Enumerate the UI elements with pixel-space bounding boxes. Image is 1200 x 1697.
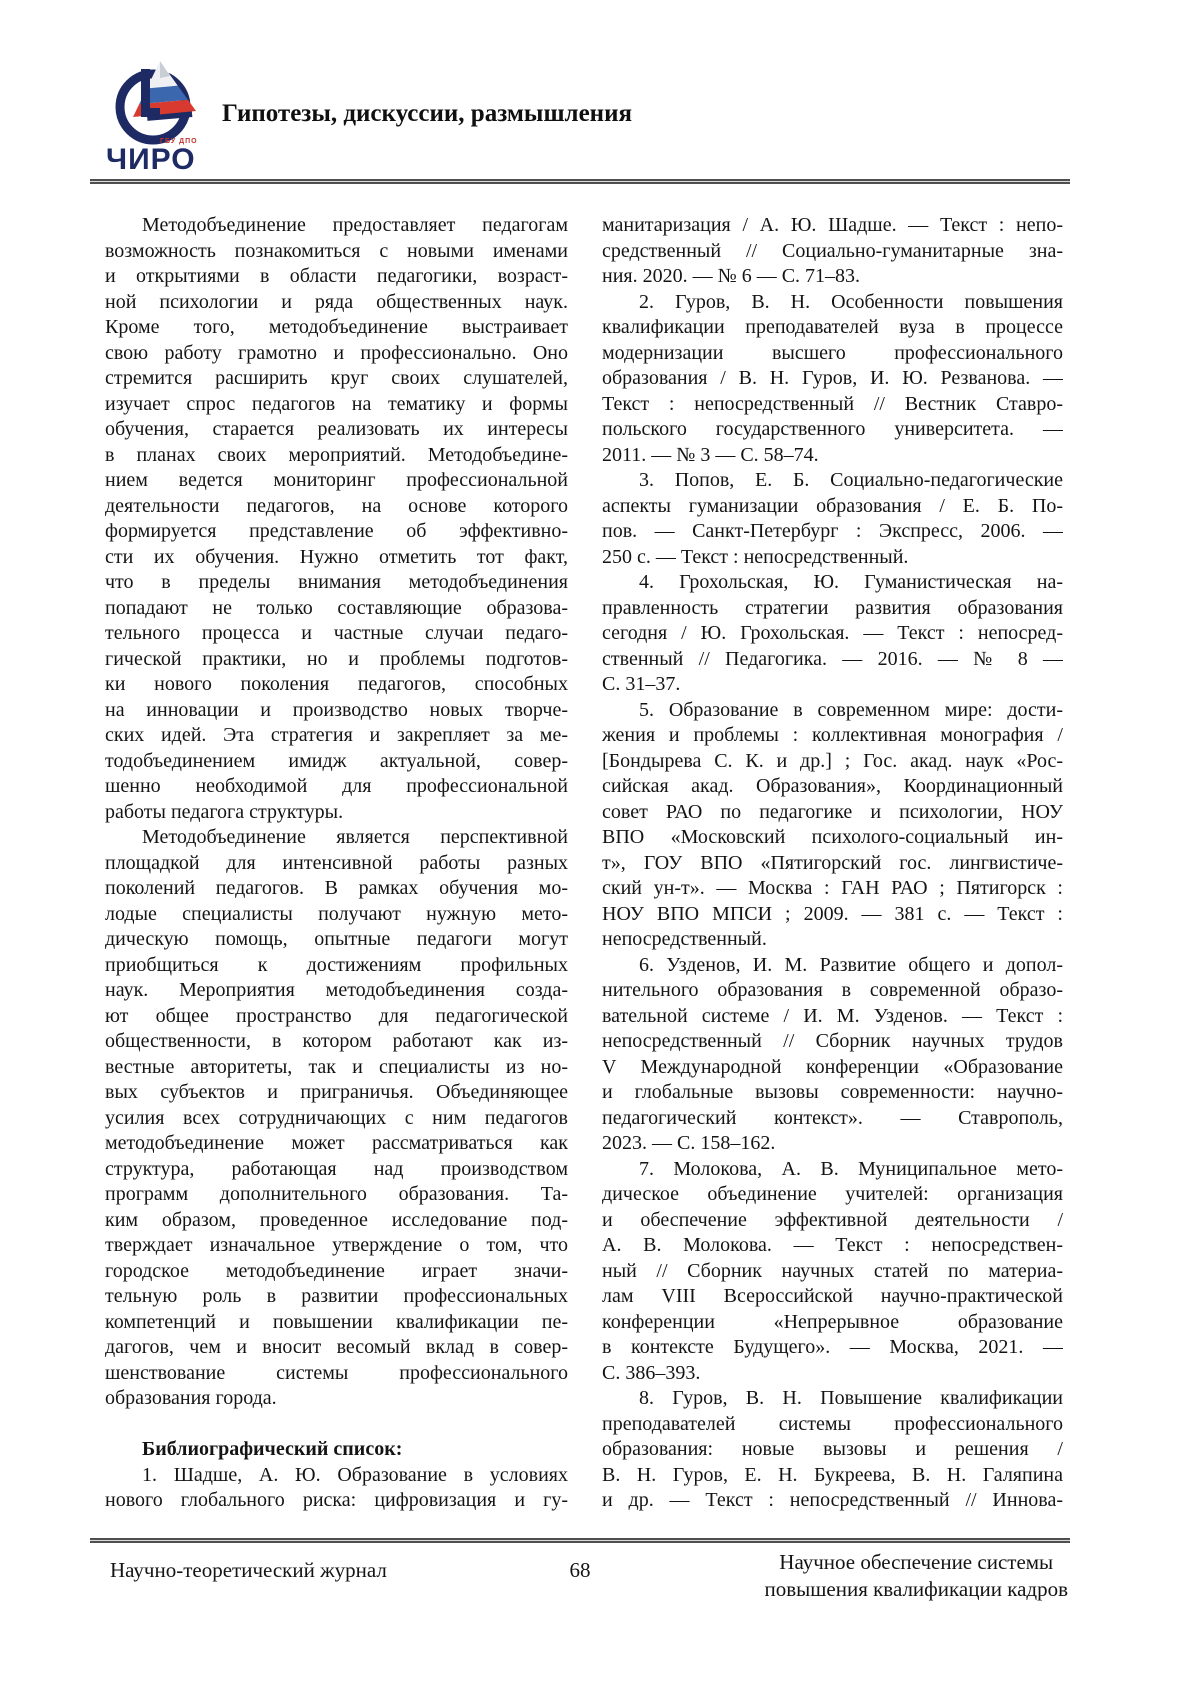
text-line: и глобальные вызовы современности: научно- [602,1081,1063,1103]
text-line: стремится расширить круг своих слушателей, [105,367,568,389]
text-line: площадкой для интенсивной работы разных [105,851,568,874]
text-line: вестные авторитеты, так и специалисты из но- [105,1055,568,1078]
text-line: 5. Образование в современном мире: дости- [639,698,1063,721]
text-line: вательной системе / И. М. Узденов. — Текст : [602,1004,1063,1027]
text-line: пов. — Санкт-Петербург : Экспресс, 2006. — [602,520,1063,542]
footer-journal-type: Научно-теоретический журнал [110,1558,387,1582]
text-line: ВПО «Московский психолого-социальный ин- [602,826,1063,848]
text-line: в планах своих мероприятий. Методобъедине- [105,443,568,466]
paragraph [602,1386,1063,1514]
text-line: и обеспечение эффективной деятельности / [602,1208,1063,1231]
text-line: ский ун-т». — Москва : ГАН РАО ; Пятигорск : [602,877,1063,899]
text-line: образования: новые вызовы и решения / [602,1438,1063,1460]
text-line: В. Н. Гуров, Е. Н. Букреева, В. Н. Галяпина [602,1463,1063,1486]
text-line: свою работу грамотно и профессионально. Оно [105,341,568,364]
text-line: ки нового поколения педагогов, способных [105,673,568,695]
text-line: 2023. — С. 158–162. [602,1132,776,1154]
text-line: 3. Попов, Е. Б. Социально-педагогические [639,469,1063,491]
text-line: непосредственный. [602,928,767,950]
text-line: 4. Грохольская, Ю. Гуманистическая на- [639,571,1063,593]
text-line: Текст : непосредственный // Вестник Ставро- [602,392,1063,415]
text-line: шенствование системы профессионального [105,1361,568,1384]
text-line: Методобъединение является перспективной [142,826,568,848]
page-number: 68 [569,1558,591,1582]
text-line: возможность познакомиться с новыми именами [105,239,568,262]
paragraph [602,698,1063,953]
text-line: А. В. Молокова. — Текст : непосредствен- [602,1234,1063,1256]
bibliography-heading [105,1437,568,1463]
text-column-left [105,213,568,1514]
text-line: программ дополнительного образования. Та- [105,1183,568,1205]
text-line: средственный // Социально-гуманитарные зна- [602,239,1063,262]
footer-journal-title-line1: Научное обеспечение системы [779,1550,1054,1574]
text-line: деятельности педагогов, на основе которого [105,494,568,517]
text-line: сийская акад. Образования», Координационный [602,775,1063,797]
paragraph [105,825,568,1412]
text-line: вых субъектов и приграничья. Объединяющее [105,1081,568,1103]
text-line: нительного образования в современной образо- [602,979,1063,1001]
text-line: ной психологии и ряда общественных наук. [105,290,568,313]
text-line: аспекты гуманизации образования / Е. Б. По- [602,494,1063,517]
footer-divider [90,1538,1070,1543]
footer-journal-title-line2: повышения квалификации кадров [764,1577,1068,1601]
text-line: образования города. [105,1387,277,1409]
logo-org-type-label: ГБУ ДПО [160,138,198,145]
header-divider [90,179,1070,184]
organization-logo [103,53,215,178]
paragraph [602,213,1063,290]
logo-acronym: ЧИРО [106,143,196,176]
text-line: совет РАО по педагогике и психологии, НОУ [602,800,1063,823]
paragraph [602,1157,1063,1387]
text-line: структура, работающая над производством [105,1157,568,1180]
paragraph [602,953,1063,1157]
text-line: лам VIII Всероссийской научно-практической [602,1285,1063,1307]
text-line: 7. Молокова, А. В. Муниципальное мето- [639,1157,1063,1180]
text-line: тельного процесса и частные случаи педаго- [105,622,568,644]
text-line: ских идей. Эта стратегия и закрепляет за ме- [105,724,568,746]
text-line: в контексте Будущего». — Москва, 2021. — [602,1336,1063,1358]
text-line: на инновации и производство новых творче- [105,698,568,721]
text-line: правленность стратегии развития образования [602,596,1063,619]
text-line: и др. — Текст : непосредственный // Иннова- [602,1489,1063,1511]
text-line: 1. Шадше, А. Ю. Образование в условиях [142,1463,568,1486]
text-line: V Международной конференции «Образование [602,1055,1063,1078]
text-line: 2. Гуров, В. Н. Особенности повышения [639,290,1063,313]
text-line: Кроме того, методобъединение выстраивает [105,316,568,338]
text-line: сти их обучения. Нужно отметить тот факт, [105,545,568,568]
text-line: нием ведется мониторинг профессиональной [105,469,568,491]
text-line: городское методобъединение играет значи- [105,1259,568,1282]
text-line: 2011. — № 3 — С. 58–74. [602,443,819,466]
text-line: образования / В. Н. Гуров, И. Ю. Резванова. — [602,367,1063,389]
text-line: модернизации высшего профессионального [602,341,1063,364]
text-line: квалификации преподавателей вуза в процессе [602,316,1063,338]
paragraph [105,1463,568,1514]
text-line: работы педагога структуры. [105,800,344,823]
text-line: польского государственного университета. — [602,418,1063,440]
text-line: непосредственный // Сборник научных трудов [602,1030,1063,1052]
paragraph [602,570,1063,698]
text-line: С. 386–393. [602,1361,701,1384]
text-line: попадают не только составляющие образова- [105,596,568,619]
text-line: НОУ ВПО МПСИ ; 2009. — 381 с. — Текст : [602,902,1063,925]
text-line: изучает спрос педагогов на тематику и формы [105,392,568,415]
paragraph [602,468,1063,570]
text-line: лодые специалисты получают нужную мето- [105,902,568,925]
text-line: что в пределы внимания методобъединения [105,571,568,593]
text-line: общественности, в котором работают как из- [105,1030,568,1052]
text-line: поколений педагогов. В рамках обучения мо- [105,877,568,899]
text-line: дическое объединение учителей: организация [602,1183,1063,1205]
text-line: С. 31–37. [602,673,681,695]
text-line: нового глобального риска: цифровизация и гу- [105,1489,568,1511]
text-line: 6. Узденов, И. М. Развитие общего и допол- [639,953,1063,976]
text-line: дагогов, чем и вносит весомый вклад в совер- [105,1336,568,1358]
text-line: ким образом, проведенное исследование под- [105,1208,568,1231]
text-column-right [602,213,1063,1514]
text-line: усилия всех сотрудничающих с ним педагогов [105,1106,568,1129]
text-line: гической практики, но и проблемы подготов- [105,647,568,670]
text-line: Методобъединение предоставляет педагогам [142,214,568,236]
text-line: дическую помощь, опытные педагоги могут [105,928,568,950]
paragraph [105,213,568,825]
text-line: шенно необходимой для профессиональной [105,775,568,797]
text-line: педагогический контекст». — Ставрополь, [602,1106,1063,1129]
text-line: наук. Мероприятия методобъединения созда- [105,979,568,1001]
text-line: компетенций и повышении квалификации пе- [105,1310,568,1333]
section-title: Гипотезы, дискуссии, размышления [222,100,633,127]
text-line: методобъединение может рассматриваться как [105,1132,568,1154]
text-line: тельную роль в развитии профессиональных [105,1285,568,1307]
text-line: приобщиться к достижениям профильных [105,953,568,976]
text-line: и открытиями в области педагогики, возраст- [105,265,568,287]
text-line: ют общее пространство для педагогической [105,1004,568,1027]
text-line: обучения, старается реализовать их интересы [105,418,568,440]
text-line: [Бондырева С. К. и др.] ; Гос. акад. наук «Рос- [602,749,1063,772]
text-line: 8. Гуров, В. Н. Повышение квалификации [639,1387,1063,1409]
text-line: ственный // Педагогика. — 2016. — № 8 — [602,647,1063,670]
text-line: ния. 2020. — № 6 — С. 71–83. [602,265,861,287]
text-line: тодобъединением имидж актуальной, совер- [105,749,568,772]
footer-journal-title [764,1549,1068,1603]
text-line: формируется представление об эффективно- [105,520,568,542]
text-line: манитаризация / А. Ю. Шадше. — Текст : непо- [602,214,1063,236]
text-line: преподавателей системы профессионального [602,1412,1063,1435]
text-line: Библиографический список: [142,1438,403,1460]
text-line: жения и проблемы : коллективная монография / [602,724,1063,746]
text-line: 250 с. — Текст : непосредственный. [602,545,909,568]
text-line: т», ГОУ ВПО «Пятигорский гос. лингвистиче- [602,851,1063,874]
text-line: сегодня / Ю. Грохольская. — Текст : непосред- [602,622,1063,644]
paragraph [602,290,1063,469]
text-line: ный // Сборник научных статей по материа- [602,1259,1063,1282]
text-line: конференции «Непрерывное образование [602,1310,1063,1333]
text-line: тверждает изначальное утверждение о том, что [105,1234,568,1256]
